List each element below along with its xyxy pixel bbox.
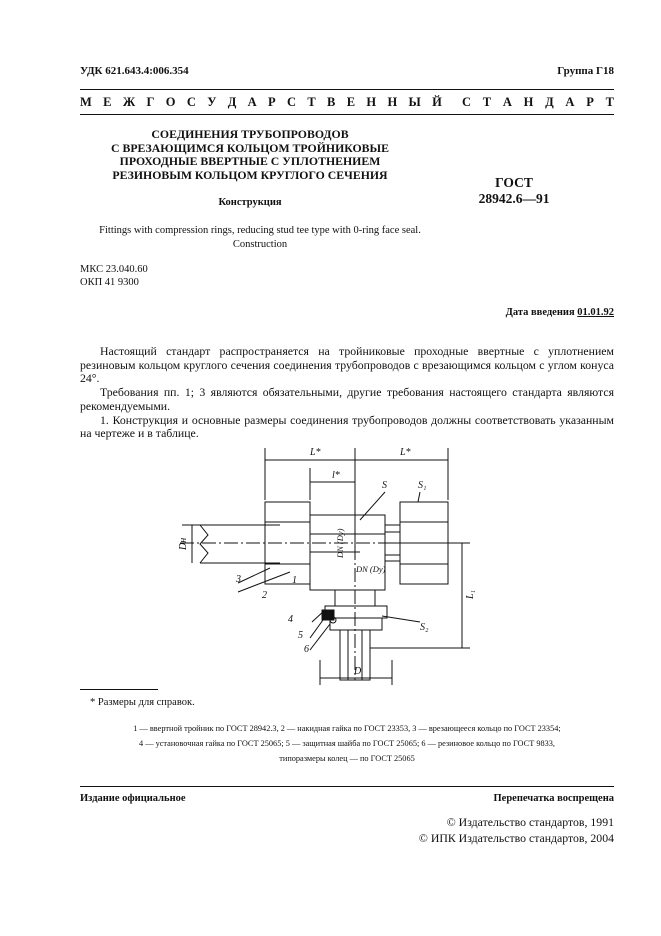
label-DN-upper: DN (Dу) bbox=[335, 528, 345, 558]
legend-line-3: типоразмеры колец — по ГОСТ 25065 bbox=[279, 754, 415, 763]
banner-letter: А bbox=[502, 95, 512, 109]
classification-codes bbox=[80, 263, 148, 289]
official-edition: Издание официальное bbox=[80, 793, 186, 804]
english-title-line-1: Fittings with compression rings, reducing stud tee type with 0-ring face seal. bbox=[99, 225, 421, 236]
gost-designation bbox=[460, 175, 568, 207]
document-title bbox=[80, 128, 420, 182]
document-subtitle: Конструкция bbox=[218, 197, 282, 208]
banner-letter: Г bbox=[146, 95, 155, 109]
banner-letter: У bbox=[207, 95, 217, 109]
label-S1: S₁ bbox=[418, 480, 427, 491]
mks-code: МКС 23.040.60 bbox=[80, 264, 148, 275]
legend-line-1: 1 — ввертной тройник по ГОСТ 28942.3, 2 — накидная гайка по ГОСТ 23353, 3 — врезающееся кольцо по ГОСТ 23354; bbox=[133, 724, 561, 733]
legend-line-2: 4 — установочная гайка по ГОСТ 25065; 5 — защитная шайба по ГОСТ 25065; 6 — резиновое кольцо по ГОСТ 9833, bbox=[138, 739, 555, 748]
banner-letter: Е bbox=[103, 95, 112, 109]
english-title-line-2: Construction bbox=[232, 239, 288, 250]
standard-banner bbox=[80, 95, 614, 113]
dim-l: l* bbox=[332, 470, 340, 481]
copyright bbox=[419, 814, 614, 846]
callout-4: 4 bbox=[288, 614, 293, 625]
label-S: S bbox=[382, 480, 387, 491]
banner-letter: Р bbox=[268, 95, 276, 109]
date-value: 01.01.92 bbox=[577, 307, 614, 318]
group-code: Группа Г18 bbox=[557, 65, 614, 77]
paragraph-construction: 1. Конструкция и основные размеры соединения трубопроводов должны соответствовать указанным на чертеже и в таблице. bbox=[80, 412, 614, 441]
banner-letter: Н bbox=[366, 95, 377, 109]
callout-3: 3 bbox=[236, 574, 241, 585]
gost-label: ГОСТ bbox=[495, 175, 533, 190]
callout-5: 5 bbox=[298, 630, 303, 641]
gost-number: 28942.6—91 bbox=[478, 191, 550, 206]
banner-letter: О bbox=[165, 95, 176, 109]
label-L1: L₁ bbox=[465, 589, 476, 599]
banner-letter: Т bbox=[605, 95, 614, 109]
banner-word-standard bbox=[462, 95, 614, 110]
banner-letter: Й bbox=[432, 95, 442, 109]
english-title bbox=[80, 224, 440, 252]
udk-code: УДК 621.643.4:006.354 bbox=[80, 65, 189, 77]
copyright-1991: © Издательство стандартов, 1991 bbox=[446, 815, 614, 829]
fitting-drawing bbox=[170, 440, 490, 688]
callout-1: 1 bbox=[292, 575, 297, 586]
banner-letter: Н bbox=[387, 95, 398, 109]
banner-letter: Т bbox=[482, 95, 492, 109]
banner-letter: В bbox=[327, 95, 336, 109]
okp-code: ОКП 41 9300 bbox=[80, 277, 139, 288]
title-line-2: С ВРЕЗАЮЩИМСЯ КОЛЬЦОМ ТРОЙНИКОВЫЕ bbox=[110, 140, 390, 155]
label-Dn: Dн bbox=[178, 537, 189, 550]
title-line-4: РЕЗИНОВЫМ КОЛЬЦОМ КРУГЛОГО СЕЧЕНИЯ bbox=[112, 167, 388, 182]
callout-2: 2 bbox=[262, 590, 267, 601]
parts-legend bbox=[80, 721, 614, 766]
introduction-date bbox=[506, 307, 614, 318]
label-DN-lower: DN (Dу) bbox=[356, 564, 386, 574]
banner-letter: Ж bbox=[122, 95, 136, 109]
bottom-rule bbox=[80, 786, 614, 787]
reprint-notice: Перепечатка воспрещена bbox=[493, 793, 614, 804]
banner-letter: Ы bbox=[408, 95, 421, 109]
label-S2: S₂ bbox=[420, 622, 429, 633]
banner-letter: Д bbox=[227, 95, 237, 109]
title-line-3: ПРОХОДНЫЕ ВВЕРТНЫЕ С УПЛОТНЕНИЕМ bbox=[119, 154, 381, 168]
banner-letter: М bbox=[80, 95, 92, 109]
copyright-2004: © ИПК Издательство стандартов, 2004 bbox=[418, 831, 614, 845]
banner-letter: Е bbox=[346, 95, 356, 109]
banner-letter: Р bbox=[586, 95, 594, 109]
banner-letter: Д bbox=[545, 95, 554, 109]
date-label: Дата введения bbox=[505, 307, 575, 318]
banner-rule bbox=[80, 114, 614, 115]
callout-6: 6 bbox=[304, 644, 309, 655]
banner-letter: А bbox=[565, 95, 575, 109]
banner-letter: Н bbox=[523, 95, 534, 109]
banner-letter: С bbox=[186, 95, 196, 109]
banner-letter: С bbox=[462, 95, 472, 109]
banner-letter: Т bbox=[307, 95, 316, 109]
footnote: * Размеры для справок. bbox=[90, 697, 195, 708]
top-rule bbox=[80, 89, 614, 90]
paragraph-requirements: Требования пп. 1; 3 являются обязательными, другие требования настоящего стандарта являются рекомендуемыми. bbox=[80, 385, 614, 413]
banner-word-interstate bbox=[80, 95, 442, 110]
dim-L-left: L* bbox=[310, 447, 321, 458]
body-text bbox=[80, 345, 614, 441]
banner-letter: С bbox=[287, 95, 297, 109]
title-line-1: СОЕДИНЕНИЯ ТРУБОПРОВОДОВ bbox=[151, 127, 349, 141]
footnote-rule bbox=[80, 689, 158, 690]
banner-letter: А bbox=[247, 95, 257, 109]
label-D: D bbox=[354, 666, 362, 677]
dim-L-right: L* bbox=[400, 447, 411, 458]
paragraph-scope: Настоящий стандарт распространяется на тройниковые проходные ввертные с уплотнением резиновым кольцом круглого сечения соединения трубопроводов с врезающимся кольцом с углом конуса 24°. bbox=[80, 344, 614, 386]
